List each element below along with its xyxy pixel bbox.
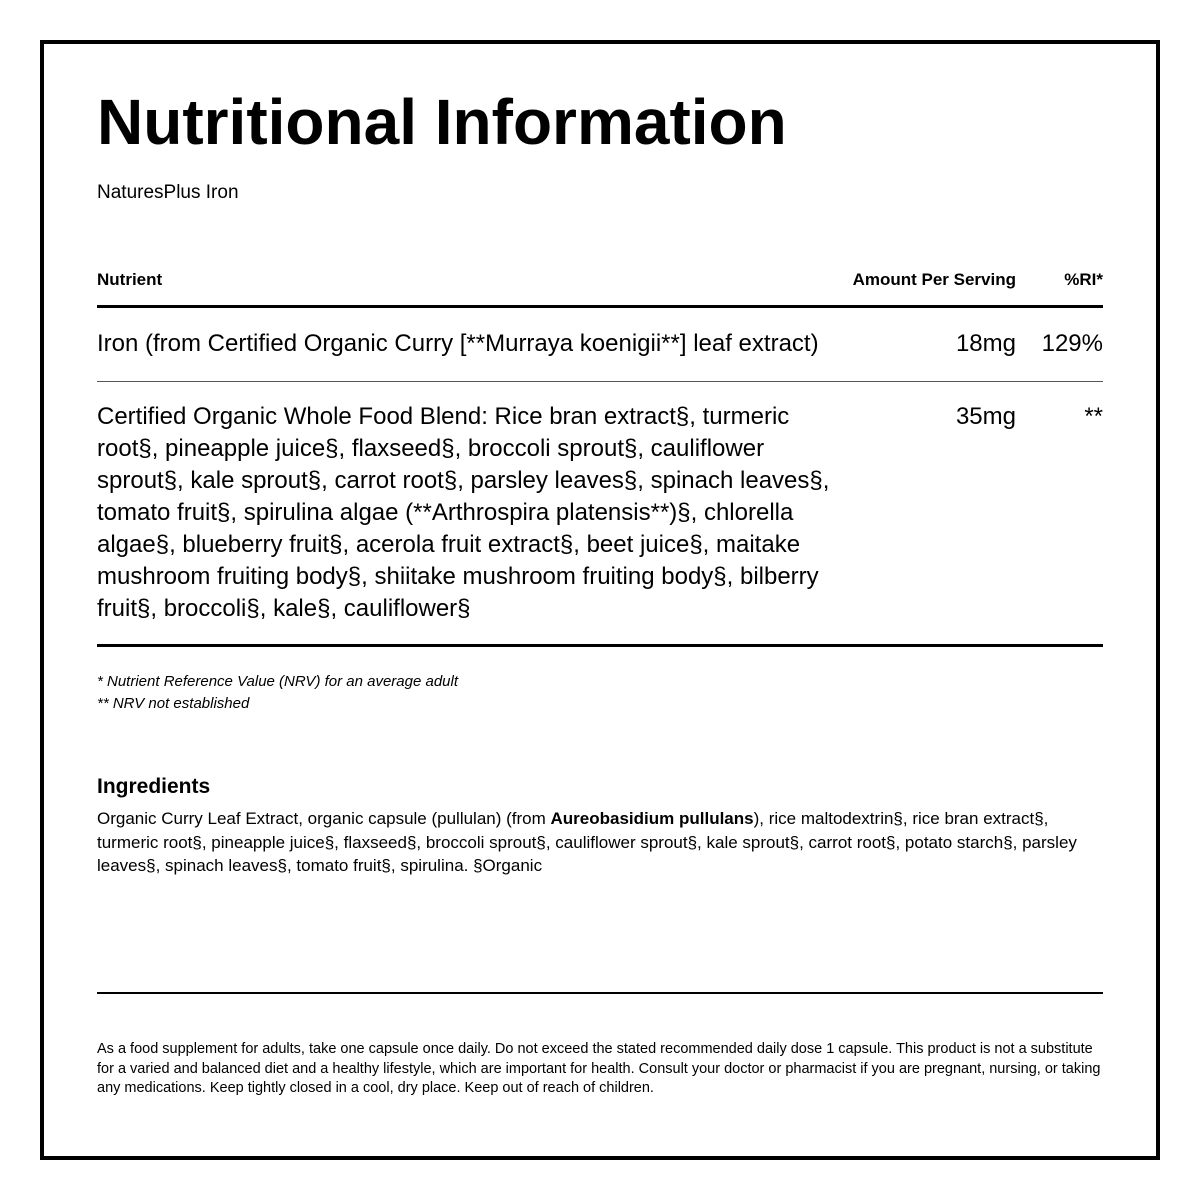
directions-text: As a food supplement for adults, take one capsule once daily. Do not exceed the stated recommended daily dose 1 capsule. This product is not a substitute for a varied and balanced diet and a healthy lifestyle, which are important for health. Consult your doctor or pharmacist if you are pregnant, nursing, or taking any medications. Keep tightly closed in a cool, dry place. Keep out of reach of children. — [97, 1041, 1101, 1096]
section-divider — [97, 992, 1103, 994]
header-nutrient: Nutrient — [97, 270, 163, 289]
footnote-nrv: * Nutrient Reference Value (NRV) for an average adult — [97, 673, 459, 690]
footnote-not-established: ** NRV not established — [97, 695, 250, 712]
nutrient-amount: 35mg — [955, 403, 1016, 430]
ingredients-heading: Ingredients — [97, 775, 211, 798]
table-row — [97, 308, 1103, 382]
nutrient-ri: 129% — [1041, 330, 1103, 357]
page-title: Nutritional Information — [97, 86, 787, 158]
header-ri: %RI* — [1064, 270, 1103, 289]
ingredients-text-start: Organic Curry Leaf Extract, organic capsule (pullulan) (from — [97, 809, 551, 828]
product-name: NaturesPlus Iron — [97, 182, 239, 203]
ingredients-text — [97, 807, 1103, 878]
table-row — [97, 382, 1103, 647]
nutrient-name: Iron (from Certified Organic Curry [**Murraya koenigii**] leaf extract) — [97, 330, 819, 357]
table-header — [97, 270, 1103, 308]
footnotes — [97, 671, 458, 715]
nutrient-name: Certified Organic Whole Food Blend: Rice bran extract§, turmeric root§, pineapple juice§, flaxseed§, broccoli sprout§, cauliflower sprout§, kale sprout§, carrot root§, parsley leaves§, spinach leaves§, tomato fruit§, spirulina algae (**Arthrospira platensis**)§, chlorella algae§, blueberry fruit§, acerola fruit extract§, beet juice§, maitake mushroom fruiting body§, shiitake mushroom fruiting body§, bilberry fruit§, broccoli§, kale§, cauliflower§ — [97, 403, 830, 622]
nutrient-ri: ** — [1084, 403, 1103, 430]
header-amount: Amount Per Serving — [852, 270, 1016, 289]
nutrient-amount: 18mg — [955, 330, 1016, 357]
nutrition-table — [97, 270, 1103, 647]
ingredients-text-bold: Aureobasidium pullulans — [550, 809, 754, 828]
ingredients-text-end: ), rice maltodextrin§, rice bran extract§, turmeric root§, pineapple juice§, flaxseed§, broccoli sprout§, cauliflower sprout§, kale sprout§, carrot root§, potato starch§, parsley leaves§, spinach leaves§, tomato fruit§, spirulina. §Organic — [97, 809, 1077, 875]
